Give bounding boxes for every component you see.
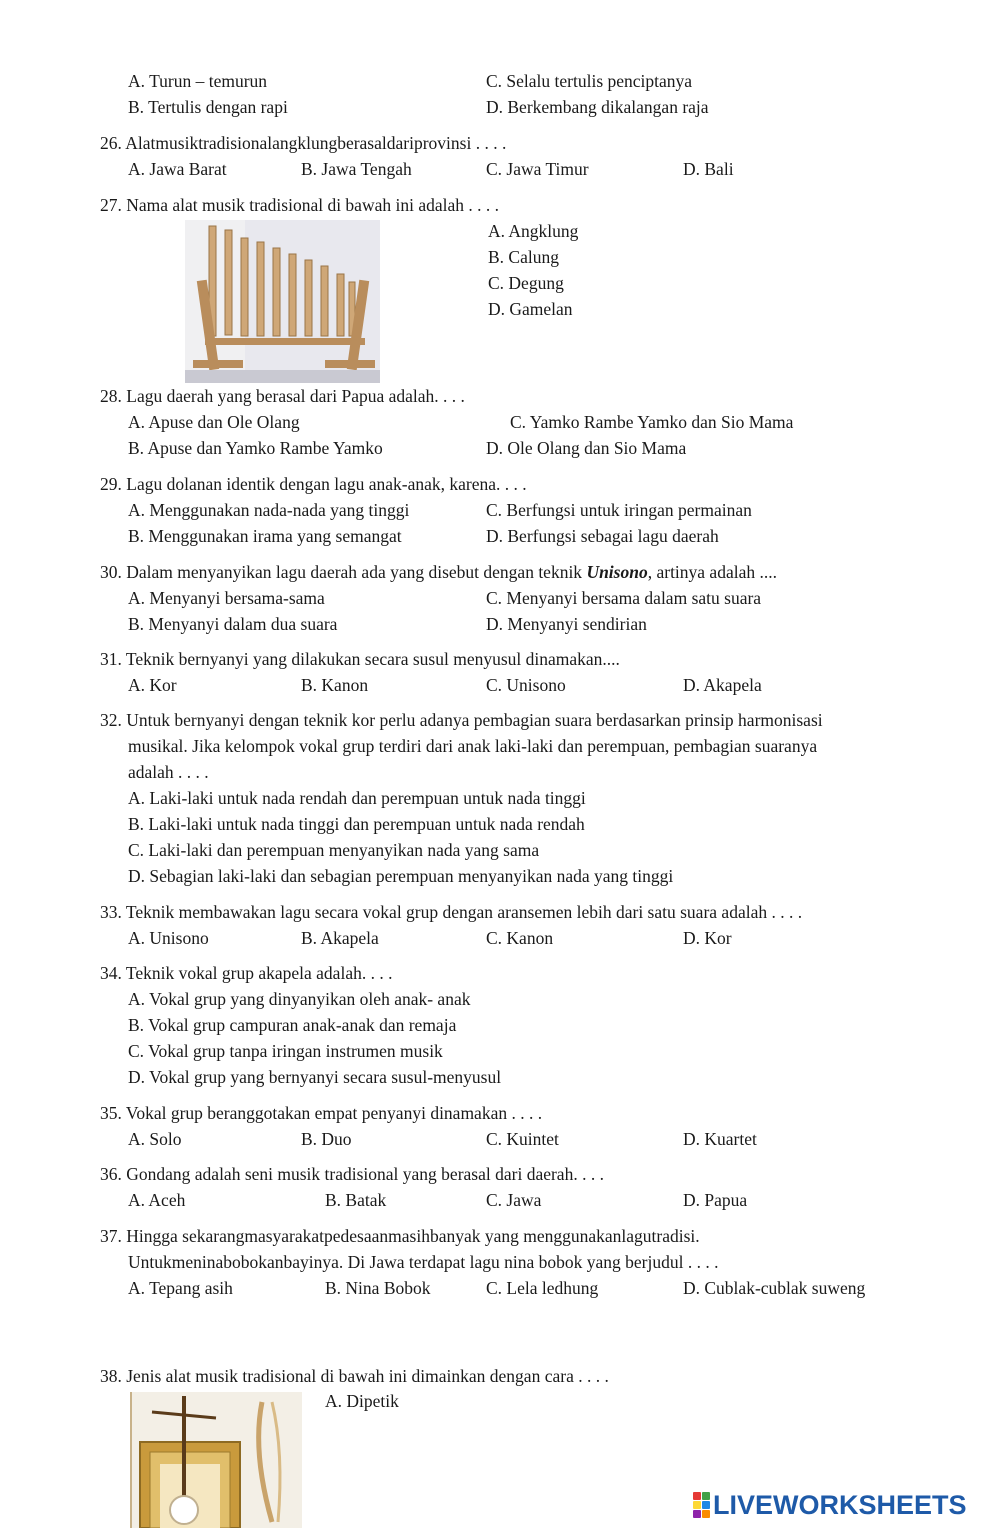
- q37-option-c[interactable]: C. Lela ledhung: [486, 1278, 599, 1298]
- angklung-illustration: [185, 220, 380, 383]
- q37-option-b[interactable]: B. Nina Bobok: [325, 1278, 431, 1298]
- q34-option-a[interactable]: A. Vokal grup yang dinyanyikan oleh anak- anak: [128, 989, 471, 1009]
- q35-option-a[interactable]: A. Solo: [128, 1129, 182, 1149]
- q33-option-c[interactable]: C. Kanon: [486, 928, 554, 948]
- q31-option-c[interactable]: C. Unisono: [486, 675, 566, 695]
- q29-option-a[interactable]: A. Menggunakan nada-nada yang tinggi: [128, 500, 410, 520]
- q32-question-line1: 32. Untuk bernyanyi dengan teknik kor perlu adanya pembagian suara berdasarkan prinsip harmonisasi: [100, 710, 823, 730]
- q33-question: 33. Teknik membawakan lagu secara vokal grup dengan aransemen lebih dari satu suara adalah . . . .: [100, 902, 803, 922]
- q37-option-a[interactable]: A. Tepang asih: [128, 1278, 233, 1298]
- q34-question: 34. Teknik vokal grup akapela adalah. . . .: [100, 963, 393, 983]
- liveworksheets-wordmark: LIVEWORKSHEETS: [713, 1489, 967, 1520]
- q34-option-c[interactable]: C. Vokal grup tanpa iringan instrumen musik: [128, 1041, 443, 1061]
- q36-option-d[interactable]: D. Papua: [683, 1190, 748, 1210]
- q36-option-b[interactable]: B. Batak: [325, 1190, 387, 1210]
- q30-option-a[interactable]: A. Menyanyi bersama-sama: [128, 588, 325, 608]
- q27-option-d[interactable]: D. Gamelan: [488, 299, 573, 319]
- q36-option-c[interactable]: C. Jawa: [486, 1190, 542, 1210]
- q37-question-line2: Untukmeninabobokanbayinya. Di Jawa terdapat lagu nina bobok yang berjudul . . . .: [128, 1252, 719, 1272]
- q32-question-line3: adalah . . . .: [128, 762, 209, 782]
- q30-option-c[interactable]: C. Menyanyi bersama dalam satu suara: [486, 588, 762, 608]
- q38-question: 38. Jenis alat musik tradisional di bawah ini dimainkan dengan cara . . . .: [100, 1366, 609, 1386]
- q32-question-line2: musikal. Jika kelompok vokal grup terdiri dari anak laki-laki dan perempuan, pembagian suaranya: [128, 736, 818, 756]
- q27-option-c[interactable]: C. Degung: [488, 273, 564, 293]
- q31-option-b[interactable]: B. Kanon: [301, 675, 369, 695]
- q26-option-a[interactable]: A. Jawa Barat: [128, 159, 227, 179]
- q29-option-c[interactable]: C. Berfungsi untuk iringan permainan: [486, 500, 752, 520]
- q29-option-b[interactable]: B. Menggunakan irama yang semangat: [128, 526, 402, 546]
- q27-option-a[interactable]: A. Angklung: [488, 221, 579, 241]
- q32-option-a[interactable]: A. Laki-laki untuk nada rendah dan perempuan untuk nada tinggi: [128, 788, 586, 808]
- q28-option-b[interactable]: B. Apuse dan Yamko Rambe Yamko: [128, 438, 383, 458]
- liveworksheets-logo-icon: [693, 1492, 709, 1518]
- q33-option-d[interactable]: D. Kor: [683, 928, 732, 948]
- q25-option-a[interactable]: A. Turun – temurun: [128, 71, 268, 91]
- q31-question: 31. Teknik bernyanyi yang dilakukan secara susul menyusul dinamakan....: [100, 649, 620, 669]
- q36-question: 36. Gondang adalah seni musik tradisional yang berasal dari daerah. . . .: [100, 1164, 604, 1184]
- q35-option-d[interactable]: D. Kuartet: [683, 1129, 757, 1149]
- liveworksheets-brand: [693, 1488, 993, 1522]
- q34-option-d[interactable]: D. Vokal grup yang bernyanyi secara susul-menyusul: [128, 1067, 502, 1087]
- q28-option-d[interactable]: D. Ole Olang dan Sio Mama: [486, 438, 687, 458]
- q37-question-line1: 37. Hingga sekarangmasyarakatpedesaanmasihbanyak yang menggunakanlagutradisi.: [100, 1226, 700, 1246]
- q33-option-b[interactable]: B. Akapela: [301, 928, 379, 948]
- q25-option-d[interactable]: D. Berkembang dikalangan raja: [486, 97, 709, 117]
- q28-question: 28. Lagu daerah yang berasal dari Papua adalah. . . .: [100, 386, 465, 406]
- q36-option-a[interactable]: A. Aceh: [128, 1190, 186, 1210]
- q27-question: 27. Nama alat musik tradisional di bawah ini adalah . . . .: [100, 195, 499, 215]
- q32-option-c[interactable]: C. Laki-laki dan perempuan menyanyikan nada yang sama: [128, 840, 540, 860]
- q34-option-b[interactable]: B. Vokal grup campuran anak-anak dan remaja: [128, 1015, 457, 1035]
- q26-option-d[interactable]: D. Bali: [683, 159, 734, 179]
- instrument-image: [130, 1392, 302, 1528]
- q26-question: 26. Alatmusiktradisionalangklungberasaldariprovinsi . . . .: [100, 133, 507, 153]
- q31-option-a[interactable]: A. Kor: [128, 675, 177, 695]
- q28-option-c[interactable]: C. Yamko Rambe Yamko dan Sio Mama: [510, 412, 794, 432]
- q38-option-a[interactable]: A. Dipetik: [325, 1391, 399, 1411]
- q30-option-d[interactable]: D. Menyanyi sendirian: [486, 614, 647, 634]
- instrument-illustration: [132, 1392, 302, 1528]
- q26-option-c[interactable]: C. Jawa Timur: [486, 159, 589, 179]
- q35-option-b[interactable]: B. Duo: [301, 1129, 352, 1149]
- q30-question: 30. Dalam menyanyikan lagu daerah ada yang disebut dengan teknik Unisono, artinya adalah ....: [100, 562, 777, 582]
- q35-question: 35. Vokal grup beranggotakan empat penyanyi dinamakan . . . .: [100, 1103, 543, 1123]
- q28-option-a[interactable]: A. Apuse dan Ole Olang: [128, 412, 300, 432]
- q32-option-b[interactable]: B. Laki-laki untuk nada tinggi dan perempuan untuk nada rendah: [128, 814, 585, 834]
- q31-option-d[interactable]: D. Akapela: [683, 675, 762, 695]
- q26-option-b[interactable]: B. Jawa Tengah: [301, 159, 412, 179]
- q30-option-b[interactable]: B. Menyanyi dalam dua suara: [128, 614, 338, 634]
- q35-option-c[interactable]: C. Kuintet: [486, 1129, 559, 1149]
- q25-option-b[interactable]: B. Tertulis dengan rapi: [128, 97, 288, 117]
- q37-option-d[interactable]: D. Cublak-cublak suweng: [683, 1278, 866, 1298]
- q33-option-a[interactable]: A. Unisono: [128, 928, 209, 948]
- q32-option-d[interactable]: D. Sebagian laki-laki dan sebagian perempuan menyanyikan nada yang tinggi: [128, 866, 674, 886]
- q25-option-c[interactable]: C. Selalu tertulis penciptanya: [486, 71, 693, 91]
- q29-question: 29. Lagu dolanan identik dengan lagu anak-anak, karena. . . .: [100, 474, 527, 494]
- q29-option-d[interactable]: D. Berfungsi sebagai lagu daerah: [486, 526, 719, 546]
- q27-option-b[interactable]: B. Calung: [488, 247, 559, 267]
- angklung-image: [185, 220, 380, 383]
- q30-keyword: Unisono: [586, 562, 648, 582]
